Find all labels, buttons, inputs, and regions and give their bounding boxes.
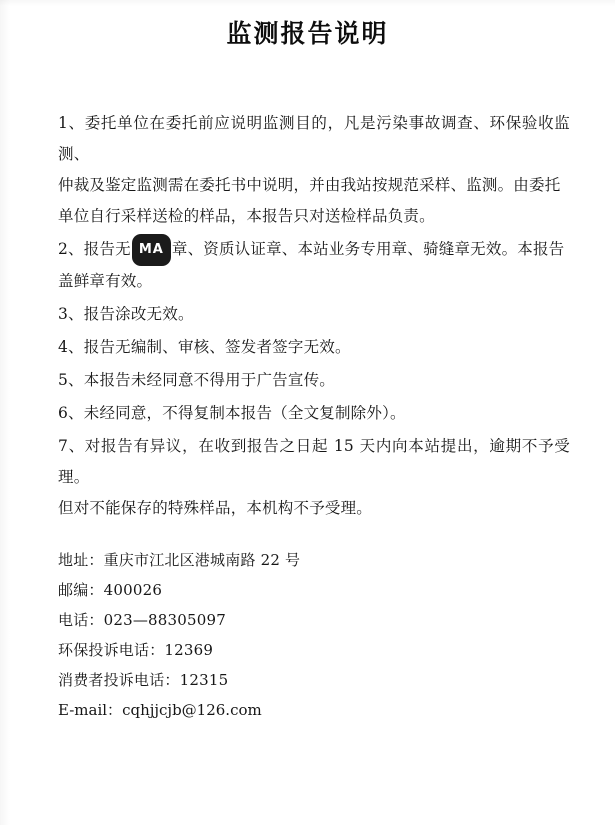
clause-7-line-2: 但对不能保存的特殊样品，本机构不予受理。 xyxy=(58,499,373,517)
clause-1-line-1: 1、委托单位在委托前应说明监测目的，凡是污染事故调查、环保验收监测、 xyxy=(58,114,570,163)
clause-list xyxy=(58,108,570,526)
scan-edge-top xyxy=(0,0,615,6)
contact-address-label: 地址： xyxy=(58,551,104,569)
clause-1-line-2: 仲裁及鉴定监测需在委托书中说明，并由我站按规范采样、监测。由委托 xyxy=(58,176,561,194)
contact-phone-label: 电话： xyxy=(58,611,104,629)
clause-item-3 xyxy=(58,299,570,330)
contact-email xyxy=(58,695,570,725)
contact-address-value: 重庆市江北区港城南路 22 号 xyxy=(103,551,301,569)
clause-7-line-1: 7、对报告有异议，在收到报告之日起 15 天内向本站提出，逾期不予受理。 xyxy=(58,437,570,486)
contact-email-label: E-mail： xyxy=(58,701,123,719)
contact-consumer-complaint-label: 消费者投诉电话： xyxy=(58,671,180,689)
clause-item-6 xyxy=(58,398,570,429)
contact-consumer-complaint-value: 12315 xyxy=(179,671,229,689)
clause-1-line-3: 单位自行采样送检的样品，本报告只对送检样品负责。 xyxy=(58,207,435,225)
clause-2-text-after: 章、资质认证章、本站业务专用章、骑缝章无效。本报告 xyxy=(171,240,565,258)
clause-2-line-1 xyxy=(58,234,570,266)
contact-env-complaint xyxy=(58,635,570,665)
clause-item-7 xyxy=(58,431,570,524)
clause-5-line-1: 5、本报告未经同意不得用于广告宣传。 xyxy=(58,371,335,389)
clause-3-line-1: 3、报告涂改无效。 xyxy=(58,305,194,323)
contact-env-complaint-value: 12369 xyxy=(164,641,214,659)
contact-postcode-value: 400026 xyxy=(103,581,163,599)
contact-consumer-complaint xyxy=(58,665,570,695)
contact-block xyxy=(58,545,570,725)
clause-4-line-1: 4、报告无编制、审核、签发者签字无效。 xyxy=(58,338,351,356)
contact-phone xyxy=(58,605,570,635)
contact-postcode xyxy=(58,575,570,605)
contact-address xyxy=(58,545,570,575)
contact-phone-value: 023—88305097 xyxy=(103,611,226,629)
clause-2-text-before: 2、报告无 xyxy=(58,240,131,258)
ma-mark-icon: MA xyxy=(132,234,171,266)
scan-edge-left xyxy=(0,0,10,825)
clause-6-line-1: 6、未经同意，不得复制本报告（全文复制除外）。 xyxy=(58,404,406,422)
contact-env-complaint-label: 环保投诉电话： xyxy=(58,641,165,659)
clause-item-4 xyxy=(58,332,570,363)
contact-postcode-label: 邮编： xyxy=(58,581,104,599)
page-title: 监测报告说明 xyxy=(226,19,389,48)
clause-item-5 xyxy=(58,365,570,396)
clause-item-2 xyxy=(58,234,570,297)
clause-item-1 xyxy=(58,108,570,232)
contact-email-value: cqhjjcjb@126.com xyxy=(122,701,262,719)
clause-2-line-2: 盖鲜章有效。 xyxy=(58,272,153,290)
